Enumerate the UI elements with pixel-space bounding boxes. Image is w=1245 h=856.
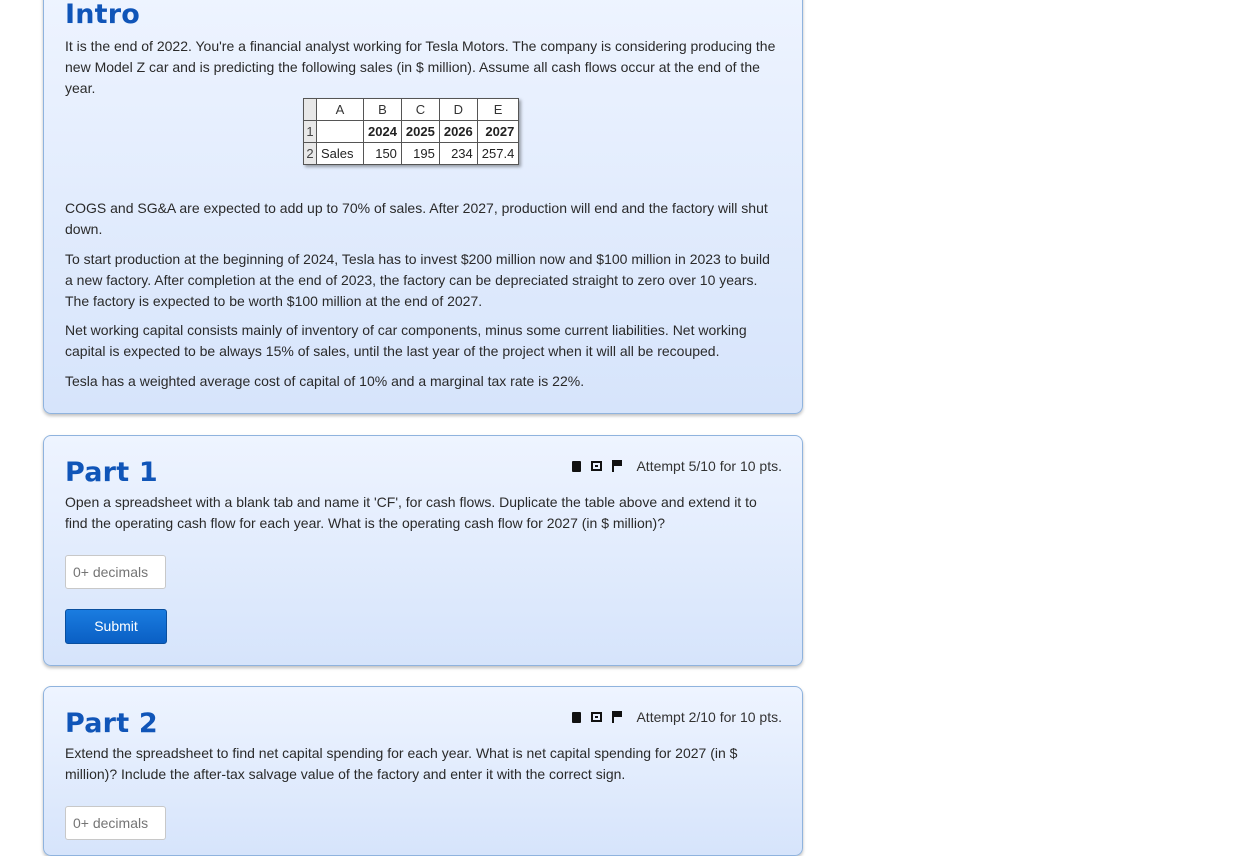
flag-icon[interactable] [612,711,622,723]
table-cell: 234 [439,143,477,165]
table-cell: 2027 [477,121,519,143]
col-header-a: A [317,99,364,121]
table-cell: 257.4 [477,143,519,165]
col-header-c: C [401,99,439,121]
intro-paragraph-2: COGS and SG&A are expected to add up to 70% of sales. After 2027, production will end and the factory will shut down. [65,200,768,237]
part2-toolbar [572,709,782,725]
col-header-d: D [439,99,477,121]
part1-submit-button[interactable]: Submit [65,609,167,644]
part1-card [43,435,803,666]
intro-paragraph-1: It is the end of 2022. You're a financial analyst working for Tesla Motors. The company is considering producing the new Model Z car and is predicting the following sales (in $ million). Assume all cash flows occur at the end of the year. [65,38,776,96]
part1-question: Open a spreadsheet with a blank tab and name it 'CF', for cash flows. Duplicate the table above and extend it to find the operating cash flow for each year. What is the operating cash flow for 2027 (in $ million)? [65,494,757,531]
book-icon[interactable] [572,712,581,723]
part1-answer-input[interactable] [65,555,166,589]
part2-card [43,686,803,856]
table-cell: Sales [317,143,364,165]
part2-question: Extend the spreadsheet to find net capital spending for each year. What is net capital spending for 2027 (in $ million)? Include the after-tax salvage value of the factory and enter it with the correct sign. [65,745,738,782]
table-corner [304,99,317,121]
film-icon[interactable] [591,461,602,471]
flag-icon[interactable] [612,460,622,472]
row-number-2: 2 [304,143,317,165]
row-number-1: 1 [304,121,317,143]
table-cell [317,121,364,143]
part2-answer-input[interactable] [65,806,166,840]
intro-paragraph-3: To start production at the beginning of 2024, Tesla has to invest $200 million now and $100 million in 2023 to build a new factory. After completion at the end of 2023, the factory can be depreciated straight to zero over 10 years. The factory is expected to be worth $100 million at the end of 2027. [65,251,770,309]
part2-title: Part 2 [65,708,158,739]
part2-attempt-status: Attempt 2/10 for 10 pts. [636,709,782,725]
table-cell: 2024 [364,121,402,143]
intro-paragraph-5: Tesla has a weighted average cost of capital of 10% and a marginal tax rate is 22%. [65,373,585,389]
table-cell: 150 [364,143,402,165]
film-icon[interactable] [591,712,602,722]
sales-table [303,98,519,165]
table-cell: 195 [401,143,439,165]
part1-attempt-status: Attempt 5/10 for 10 pts. [636,458,782,474]
col-header-b: B [364,99,402,121]
table-cell: 2025 [401,121,439,143]
part1-title: Part 1 [65,457,158,488]
intro-paragraph-4: Net working capital consists mainly of inventory of car components, minus some current liabilities. Net working capital is expected to be always 15% of sales, until the last year of the project when it will all be recouped. [65,322,747,359]
col-header-e: E [477,99,519,121]
intro-card [43,0,803,414]
intro-title: Intro [65,0,141,30]
part1-toolbar [572,458,782,474]
table-cell: 2026 [439,121,477,143]
book-icon[interactable] [572,461,581,472]
